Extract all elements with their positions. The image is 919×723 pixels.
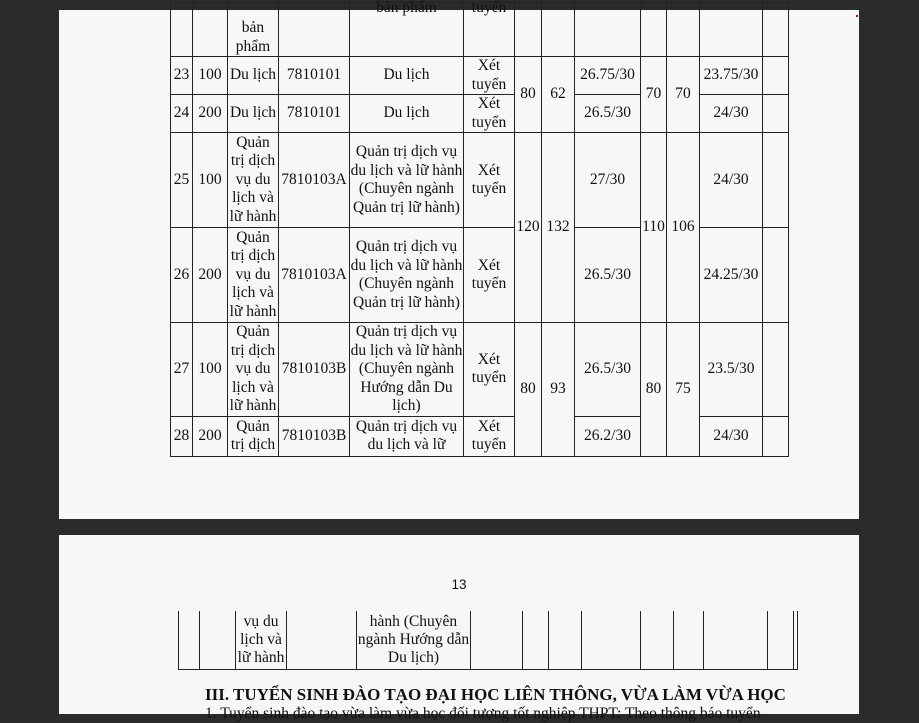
table-row [171,416,793,456]
cell-quota: 120 [515,133,542,323]
table-row [171,95,793,133]
cell-code: 100 [193,323,228,417]
cell-quota: 80 [515,57,542,133]
cell-major-code: 7810103A [279,133,350,228]
cell-stt: 27 [171,323,193,417]
cell-name: Du lịch [228,95,279,133]
cell-method: tuyển [464,3,515,57]
table-row [171,228,793,323]
document-page-bottom [59,535,859,722]
red-dot-mark [856,15,858,17]
cell-enrolled: 62 [542,57,575,133]
cell-method: Xét tuyển [464,323,515,417]
admission-table [170,2,793,457]
cell-major-code: 7810101 [279,95,350,133]
cell-quota-2: 80 [641,323,667,457]
cell-stt: 28 [171,416,193,456]
cell-method: Xét tuyển [464,416,515,456]
cell-score-a: 26.75/30 [575,57,641,95]
cell-major-code: 7810103B [279,323,350,417]
cell-quota-2: 110 [641,133,667,323]
cell-major-code: 7810101 [279,57,350,95]
cell-score-a: 27/30 [575,133,641,228]
cell-stt: 23 [171,57,193,95]
body-text-line: 1. Tuyển sinh đào tạo vừa làm vừa học đối tượng tốt nghiệp THPT: Theo thông báo tuyển [205,705,761,722]
admission-table-continued [178,611,798,670]
cell-stt: 26 [171,228,193,323]
cell-code: 100 [193,133,228,228]
cell-method: Xét tuyển [464,133,515,228]
cell-major: Quản trị dịch vụ du lịch và lữ hành (Chuyên ngành Hướng dẫn Du lịch) [350,323,463,414]
cell-code: 200 [193,416,228,456]
cell-major: Du lịch [350,95,464,133]
table-row [171,323,793,417]
cell-quota: 80 [515,323,542,457]
cell-score-a: 26.2/30 [575,416,641,456]
cell-score-b: 24/30 [700,416,763,456]
cell-method: Xét tuyển [464,57,515,95]
table-row [171,57,793,95]
cell-name: Quản trị dịch [228,416,279,456]
cell-name: Quản trị dịch vụ du lịch và lữ hành [228,228,279,323]
cell-major: Quản trị dịch vụ du lịch và lữ [350,416,464,456]
cell-major-code: 7810103B [279,416,350,456]
cell-code: 200 [193,228,228,323]
cell-score-b: 23.5/30 [700,323,763,417]
cell-enrolled-2: 75 [667,323,700,457]
cell-major: hành (Chuyên ngành Hướng dẫn Du lịch) [357,611,471,669]
cell-major: Quản trị dịch vụ du lịch và lữ hành (Chuyên ngành Quản trị lữ hành) [350,133,464,228]
cell-stt: 25 [171,133,193,228]
cell-name: Du lịch [228,57,279,95]
cell-score-b: 24.25/30 [700,228,763,323]
cell-enrolled-2: 70 [667,57,700,133]
cell-enrolled: 132 [542,133,575,323]
document-page-top [59,0,859,519]
table-row [171,3,793,57]
cell-enrolled: 93 [542,323,575,457]
cell-enrolled-2: 106 [667,133,700,323]
cell-method: Xét tuyển [464,228,515,323]
cell-major: Du lịch [350,57,464,95]
cell-major: Quản trị dịch vụ du lịch và lữ hành (Chuyên ngành Quản trị lữ hành) [350,228,464,323]
cell-name: Quản trị dịch vụ du lịch và lữ hành [228,323,279,417]
cell-stt: 24 [171,95,193,133]
cell-major-code: 7810103A [279,228,350,323]
cell-method: Xét tuyển [464,95,515,133]
table-row [171,133,793,228]
cell-score-b: 23.75/30 [700,57,763,95]
cell-code: 200 [193,95,228,133]
table-row [179,611,798,669]
cell-major: bản phẩm [350,3,464,57]
cell-score-a: 26.5/30 [575,228,641,323]
cell-quota-2: 70 [641,57,667,133]
cell-score-b: 24/30 [700,95,763,133]
section-heading: III. TUYỂN SINH ĐÀO TẠO ĐẠI HỌC LIÊN THÔNG, VỪA LÀM VỪA HỌC [205,685,786,704]
cell-name: Quản trị dịch vụ du lịch và lữ hành [228,133,279,228]
cell-name: bản phẩm [228,3,279,57]
cell-score-a: 26.5/30 [575,323,641,417]
cell-name: vụ du lịch và lữ hành [236,611,287,669]
cell-code: 100 [193,57,228,95]
cell-score-b: 24/30 [700,133,763,228]
page-number: 13 [451,577,467,592]
cell-score-a: 26.5/30 [575,95,641,133]
